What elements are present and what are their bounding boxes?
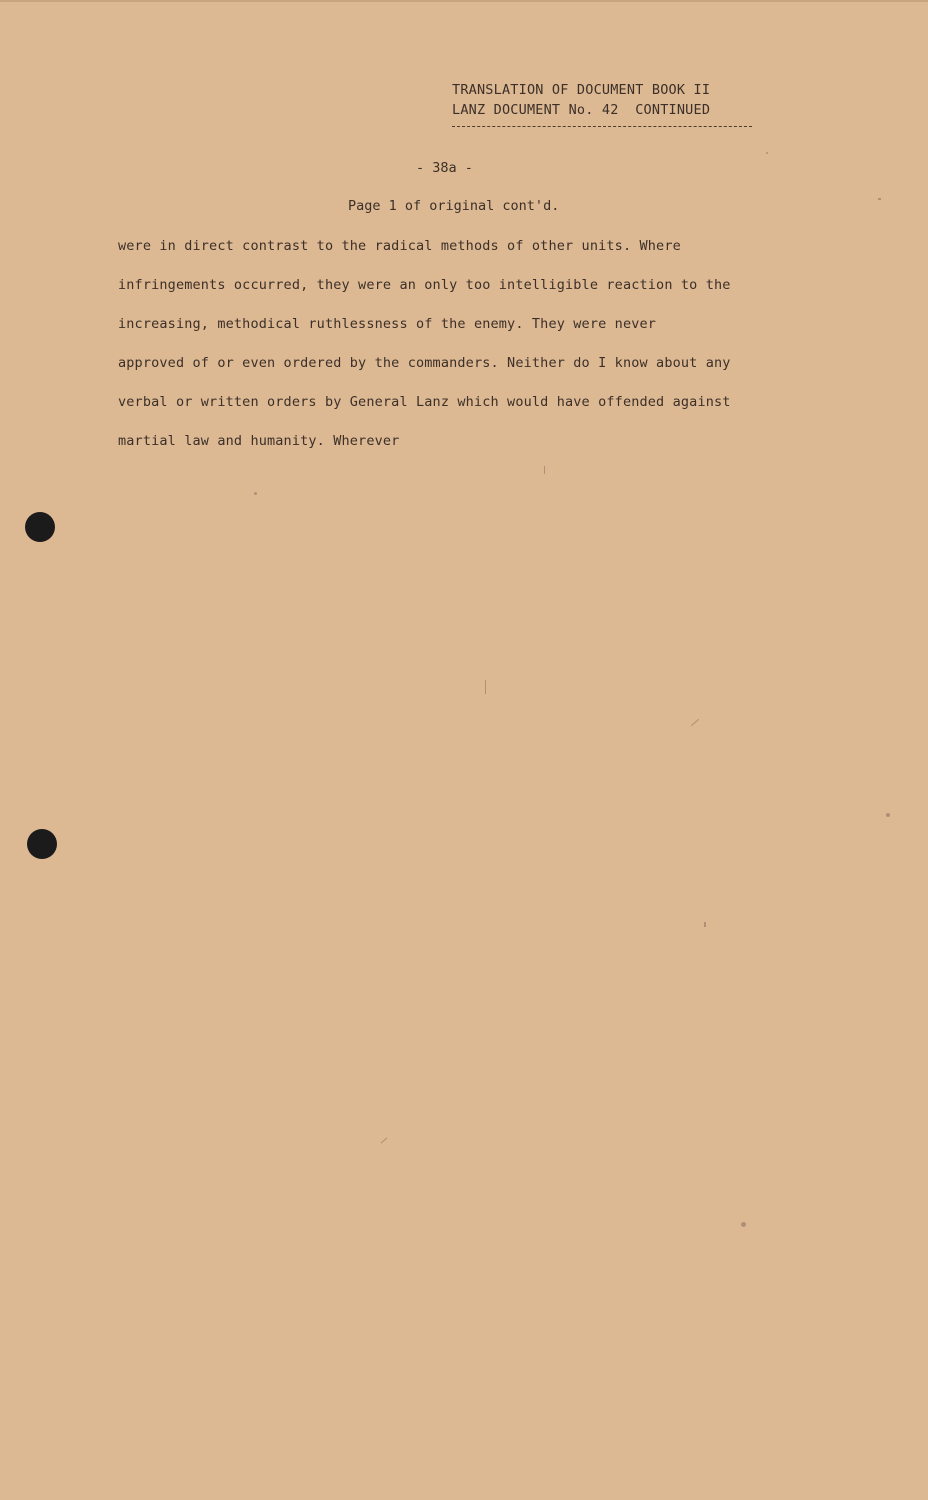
header-subtitle: LANZ DOCUMENT No. 42 CONTINUED [452,102,711,118]
paper-speck [704,922,706,927]
body-line: infringements occurred, they were an only too intelligible reaction to the [118,277,731,293]
body-line: approved of or even ordered by the commanders. Neither do I know about any [118,355,731,371]
body-line: were in direct contrast to the radical methods of other units. Where [118,238,681,254]
paper-speck [766,152,768,154]
paper-speck [381,1138,388,1144]
body-line: martial law and humanity. Wherever [118,433,400,449]
paper-speck [544,466,545,474]
paper-speck [741,1222,746,1227]
punch-hole-top [25,512,55,542]
body-line: verbal or written orders by General Lanz which would have offended against [118,394,731,410]
paper-speck [485,680,486,694]
page-reference: Page 1 of original cont'd. [348,198,560,214]
paper-speck [886,813,890,817]
header-dashed-rule [452,126,752,127]
page-top-edge [0,0,928,2]
page-number: - 38a - [416,160,473,176]
header-title: TRANSLATION OF DOCUMENT BOOK II [452,82,711,98]
paper-speck [254,492,257,495]
paper-speck [691,719,699,726]
paper-speck [878,198,881,200]
body-line: increasing, methodical ruthlessness of the enemy. They were never [118,316,657,332]
punch-hole-bottom [27,829,57,859]
